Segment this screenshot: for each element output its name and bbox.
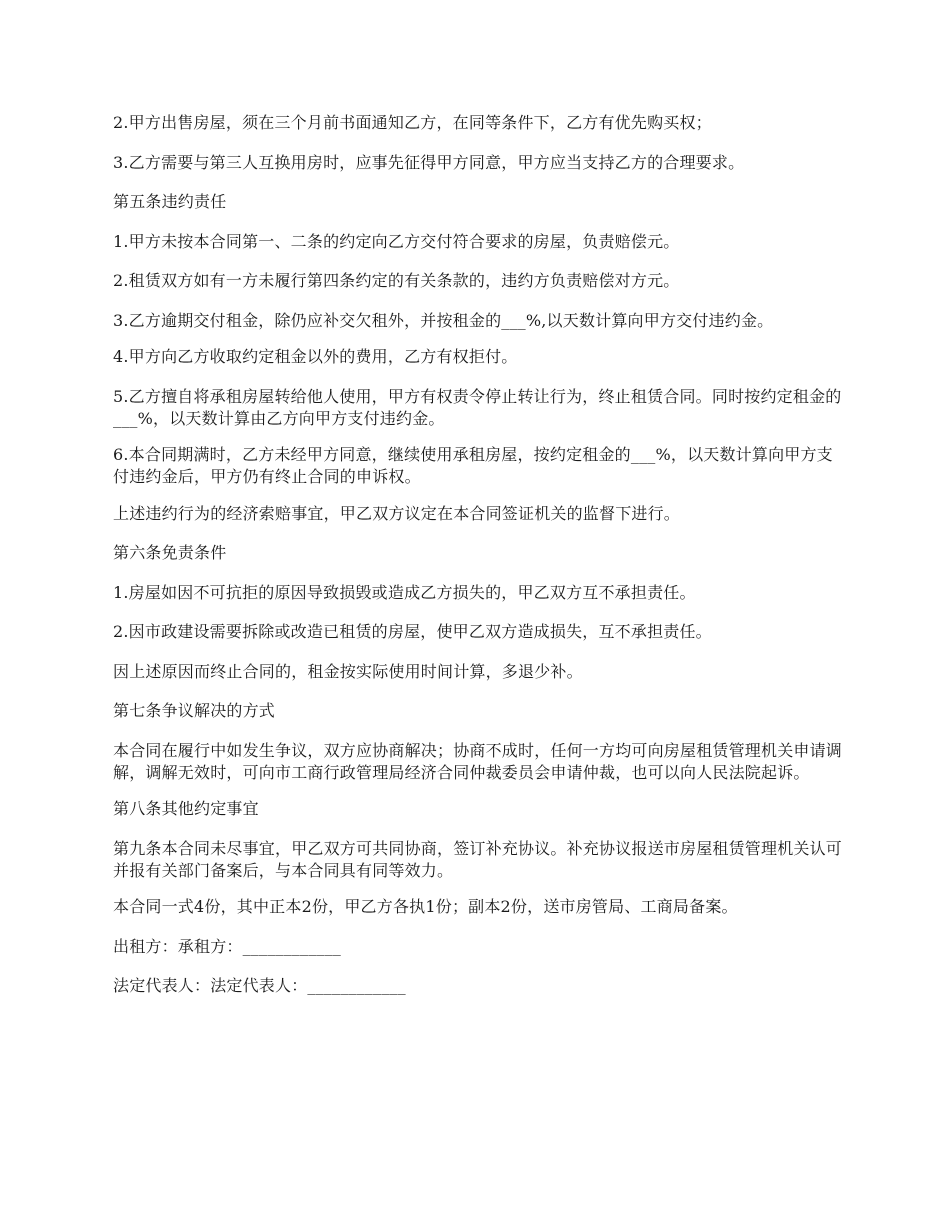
signature-line-lessor: 出租方：承租方：____________ — [113, 936, 342, 956]
section-heading: 第六条免责条件 — [113, 543, 227, 562]
section-heading: 第七条争议解决的方式 — [113, 701, 276, 720]
clause-paragraph: 6.本合同期满时，乙方未经甲方同意，继续使用承租房屋，按约定租金的___%，以天数计算向甲方支付违约金后，甲方仍有终止合同的申诉权。 — [113, 445, 833, 486]
clause-paragraph: 3.乙方需要与第三人互换用房时，应事先征得甲方同意，甲方应当支持乙方的合理要求。 — [113, 152, 745, 172]
clause-paragraph: 1.甲方未按本合同第一、二条的约定向乙方交付符合要求的房屋，负责赔偿元。 — [113, 231, 680, 251]
clause-paragraph: 1.房屋如因不可抗拒的原因导致损毁或造成乙方损失的，甲乙双方互不承担责任。 — [113, 582, 696, 602]
section-heading: 第八条其他约定事宜 — [113, 799, 259, 818]
section-heading: 第五条违约责任 — [113, 192, 227, 211]
clause-paragraph: 因上述原因而终止合同的，租金按实际使用时间计算，多退少补。 — [113, 661, 583, 681]
clause-paragraph: 本合同在履行中如发生争议，双方应协商解决；协商不成时，任何一方均可向房屋租赁管理机关申请调解，调解无效时，可向市工商行政管理局经济合同仲裁委员会申请仲裁，也可以向人民法院起诉。 — [113, 740, 843, 782]
clause-paragraph: 4.甲方向乙方收取约定租金以外的费用，乙方有权拒付。 — [113, 347, 518, 366]
clause-paragraph: 本合同一式4份，其中正本2份，甲乙方各执1份；副本2份，送市房管局、工商局备案。 — [113, 897, 738, 916]
document-body — [113, 112, 843, 1015]
clause-paragraph: 5.乙方擅自将承租房屋转给他人使用，甲方有权责令停止转让行为，终止租赁合同。同时按约定租金的___%，以天数计算由乙方向甲方支付违约金。 — [113, 386, 842, 428]
clause-paragraph: 2.甲方出售房屋，须在三个月前书面通知乙方，在同等条件下，乙方有优先购买权； — [113, 113, 712, 132]
clause-paragraph: 上述违约行为的经济索赔事宜，甲乙双方议定在本合同签证机关的监督下进行。 — [113, 503, 681, 523]
signature-line-representative: 法定代表人：法定代表人：____________ — [113, 976, 406, 995]
clause-paragraph: 2.租赁双方如有一方未履行第四条约定的有关条款的，违约方负责赔偿对方元。 — [113, 271, 680, 290]
clause-paragraph: 3.乙方逾期交付租金，除仍应补交欠租外，并按租金的___%,以天数计算向甲方交付违约金。 — [113, 310, 774, 330]
clause-paragraph: 第九条本合同未尽事宜，甲乙双方可共同协商，签订补充协议。补充协议报送市房屋租赁管理机关认可并报有关部门备案后，与本合同具有同等效力。 — [113, 838, 843, 880]
clause-paragraph: 2.因市政建设需要拆除或改造已租赁的房屋，使甲乙双方造成损失，互不承担责任。 — [113, 622, 712, 641]
